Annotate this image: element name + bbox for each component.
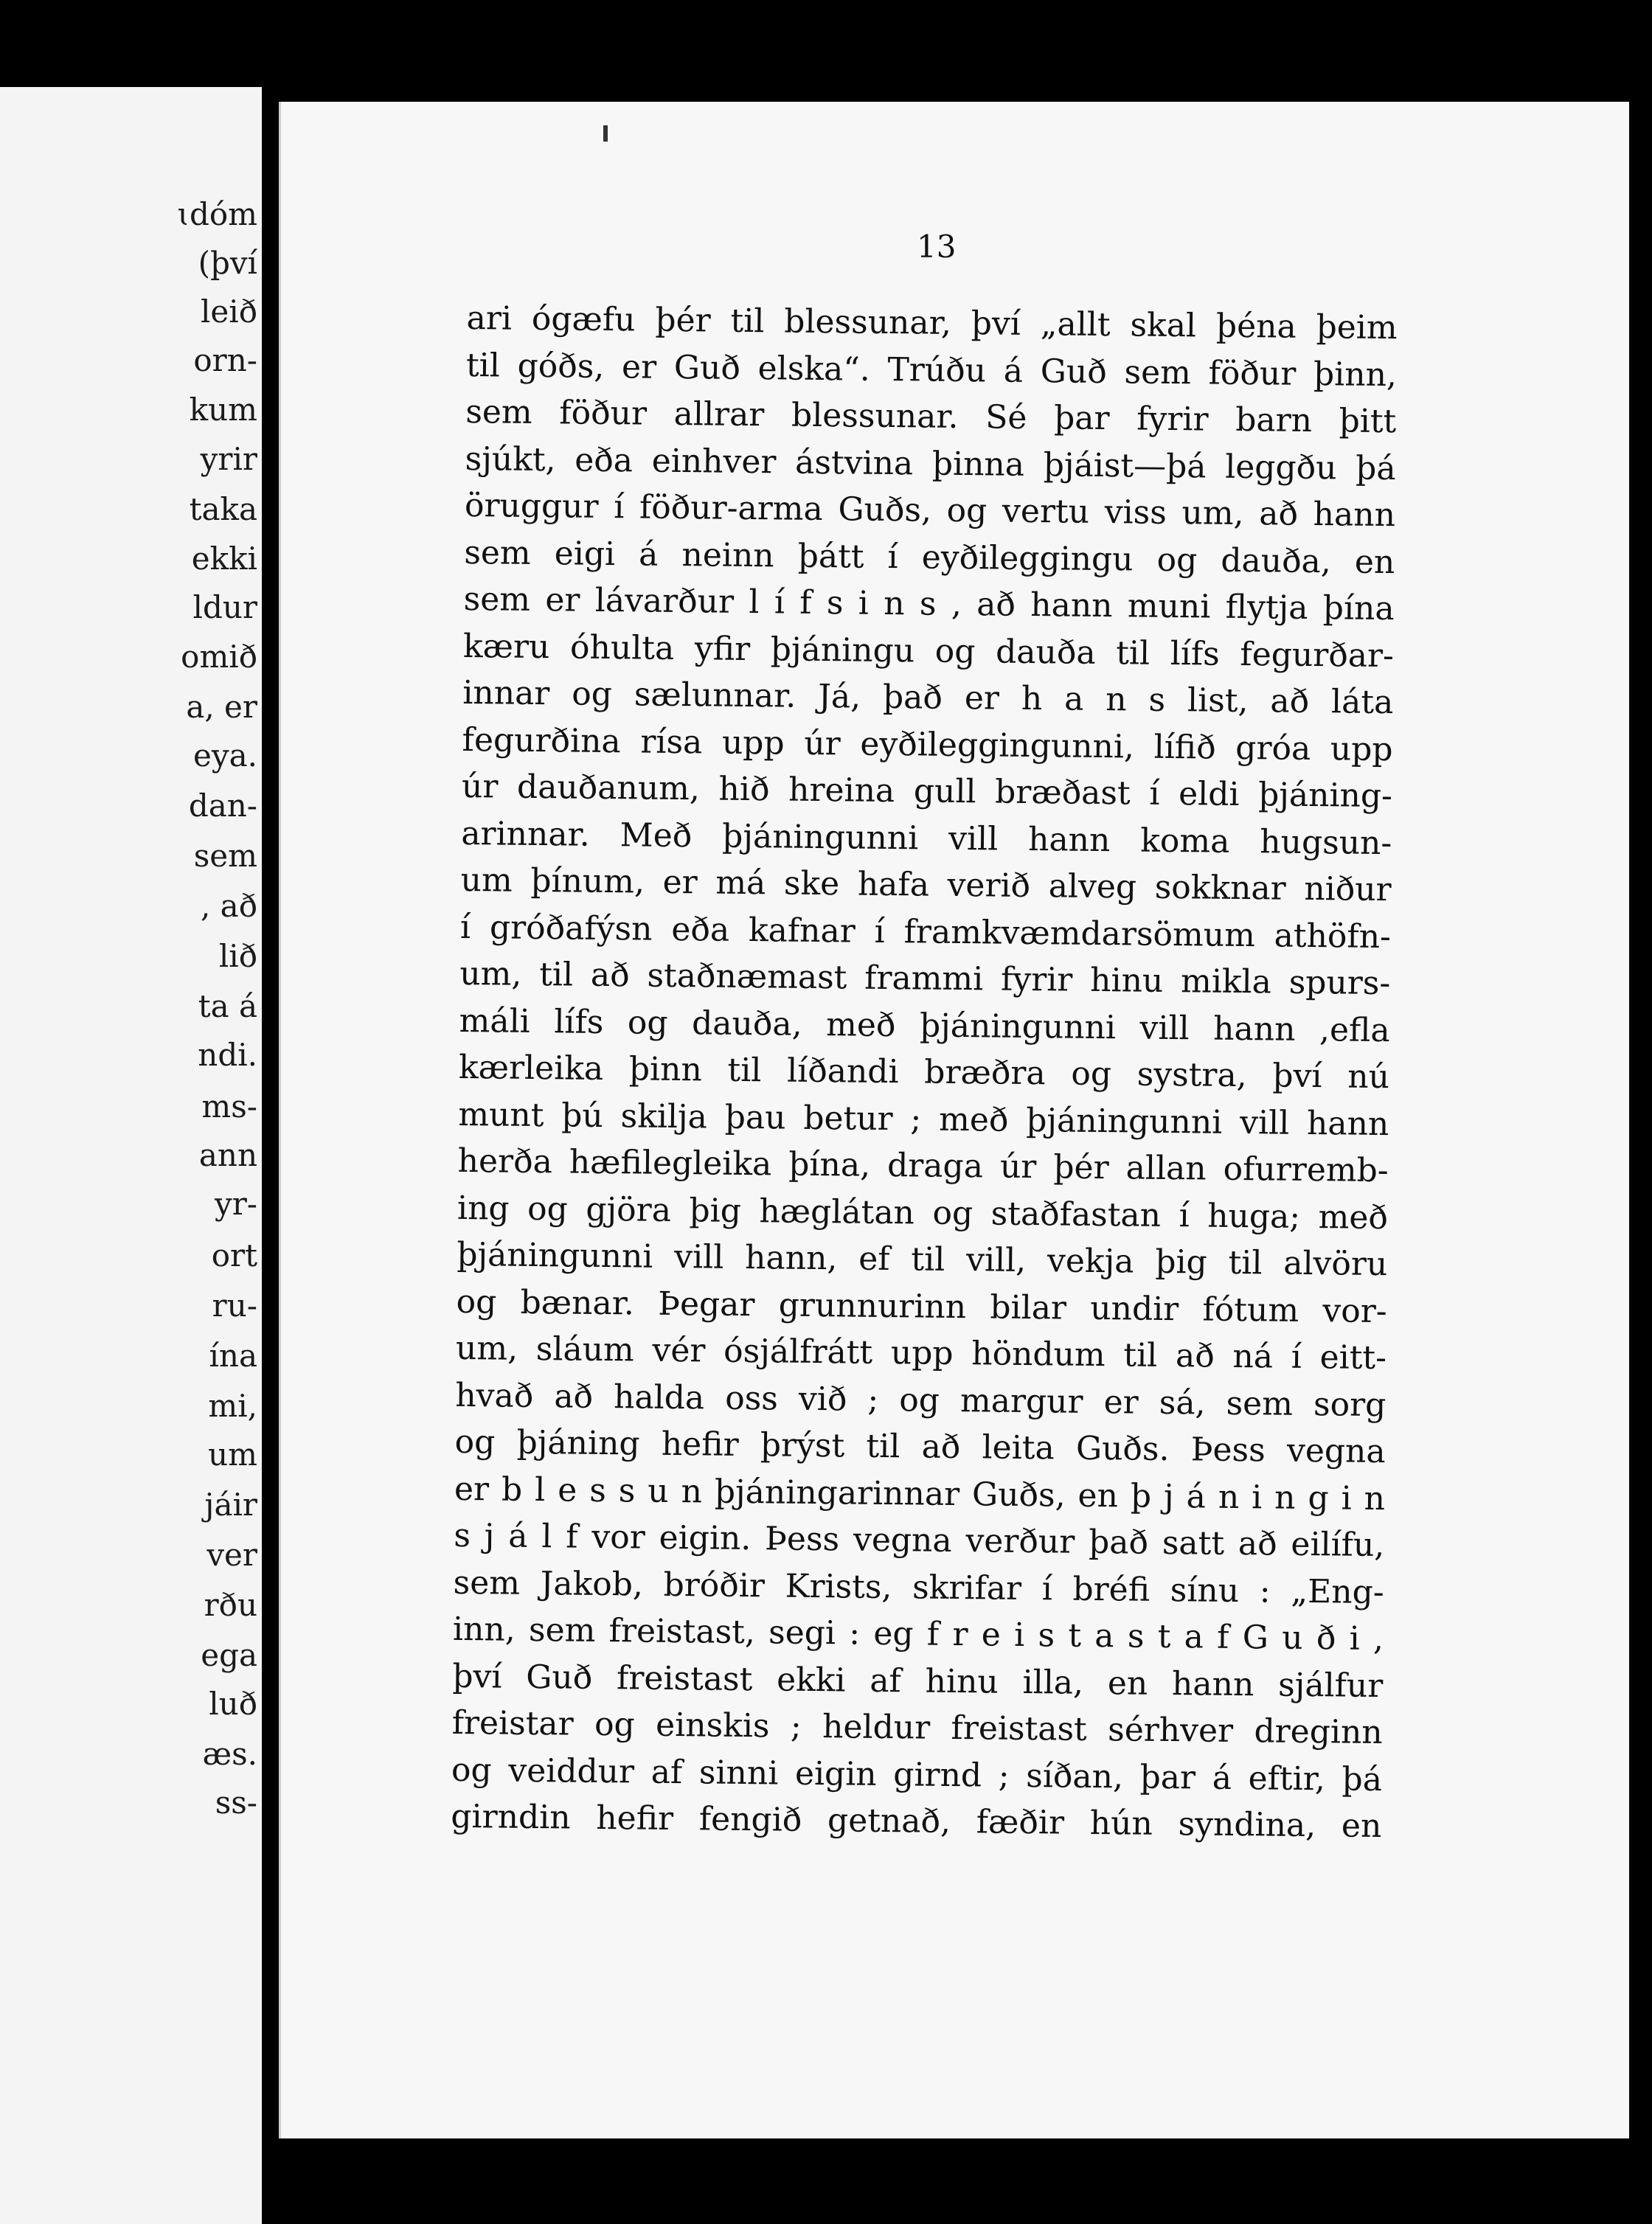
left-page-fragment: mi, xyxy=(208,1388,257,1424)
text-line: inn, sem freistast, segi : eg f r e i s t a s t a f G u ð i , xyxy=(452,1610,1384,1658)
left-page-fragment: ort xyxy=(211,1237,257,1273)
left-page-fragment: ndi. xyxy=(198,1037,257,1073)
left-page-fragment: leið xyxy=(200,293,257,330)
left-page-fragment: ɩdóm xyxy=(177,196,257,232)
ink-speck xyxy=(603,125,608,142)
text-line: ari ógæfu þér til blessunar, því „allt skal þéna þeim xyxy=(466,299,1398,347)
left-page-fragment: a, er xyxy=(186,689,257,725)
left-page-fragment: ega xyxy=(201,1637,257,1673)
text-line: sem Jakob, bróðir Krists, skrifar í bréfi sínu : „Eng- xyxy=(453,1563,1384,1611)
text-line: kærleika þinn til líðandi bræðra og systra, því nú xyxy=(458,1048,1390,1097)
left-page-edge xyxy=(0,87,262,2224)
body-text xyxy=(451,295,1398,1850)
left-page-fragment: æs. xyxy=(202,1736,257,1772)
text-line: herða hæfilegleika þína, draga úr þér allan ofurremb- xyxy=(457,1141,1389,1190)
text-line: sem föður allrar blessunar. Sé þar fyrir barn þitt xyxy=(465,392,1397,441)
left-page-fragment: omið xyxy=(181,639,257,675)
text-line: máli lífs og dauða, með þjáningunni vill hann ,efla xyxy=(459,1001,1390,1049)
left-page-fragment: ss- xyxy=(215,1785,257,1821)
text-line: um þínum, er má ske hafa verið alveg sokknar niður xyxy=(460,861,1392,909)
left-page-fragment: ms- xyxy=(201,1088,257,1125)
text-line: þjáningunni vill hann, ef til vill, vekja þig til alvöru xyxy=(457,1235,1388,1284)
left-page-fragment: yr- xyxy=(215,1186,257,1222)
left-page-fragment: jáir xyxy=(204,1487,257,1523)
text-line: og veiddur af sinni eigin girnd ; síðan, þar á eftir, þá xyxy=(451,1751,1383,1799)
left-page-fragment: (því xyxy=(198,245,257,281)
text-line: fegurðina rísa upp úr eyðileggingunni, lífið gróa upp xyxy=(462,720,1393,768)
left-page-fragment: ta á xyxy=(198,988,257,1024)
left-page-fragment: dan- xyxy=(188,788,257,824)
text-line: girndin hefir fengið getnað, fæðir hún syndina, en xyxy=(451,1797,1382,1846)
text-line: og þjáning hefir þrýst til að leita Guðs. Þess vegna xyxy=(454,1422,1386,1471)
text-line: því Guð freistast ekki af hinu illa, en hann sjálfur xyxy=(452,1657,1384,1705)
text-line: til góðs, er Guð elska“. Trúðu á Guð sem föður þinn, xyxy=(465,346,1398,394)
text-line: um, sláum vér ósjálfrátt upp höndum til að ná í eitt- xyxy=(455,1329,1387,1377)
text-line: munt þú skilja þau betur ; með þjáningunni vill hann xyxy=(458,1095,1389,1143)
text-line: sem eigi á neinn þátt í eyðileggingu og dauða, en xyxy=(464,533,1395,581)
left-page-fragment: luð xyxy=(209,1686,257,1722)
left-page-fragment: kum xyxy=(189,392,257,428)
text-line: freistar og einskis ; heldur freistast sérhver dreginn xyxy=(451,1703,1383,1752)
text-line: innar og sælunnar. Já, það er h a n s list, að láta xyxy=(462,673,1394,722)
text-line: hvað að halda oss við ; og margur er sá, sem sorg xyxy=(455,1376,1386,1424)
left-page-fragment: ína xyxy=(209,1338,257,1374)
text-line: og bænar. Þegar grunnurinn bilar undir fótum vor- xyxy=(456,1282,1387,1330)
text-line: er b l e s s u n þjáningarinnar Guðs, en þ j á n i n g i n xyxy=(454,1470,1386,1518)
left-page-fragment: lið xyxy=(218,938,257,974)
left-page-fragment: eya. xyxy=(193,737,257,774)
left-page-fragment: ekki xyxy=(191,541,257,577)
text-line: í gróðafýsn eða kafnar í framkvæmdarsömum athöfn- xyxy=(459,908,1392,956)
text-line: um, til að staðnæmast frammi fyrir hinu mikla spurs- xyxy=(459,954,1391,1003)
text-line: sem er lávarður l í f s i n s , að hann muni flytja þína xyxy=(463,580,1395,628)
text-line: ing og gjöra þig hæglátan og staðfastan í huga; með xyxy=(457,1189,1389,1237)
left-page-fragment: orn- xyxy=(193,342,257,378)
page-number: 13 xyxy=(917,229,957,265)
left-page-fragment: sem xyxy=(193,838,257,874)
text-line: kæru óhulta yfir þjáningu og dauða til lífs fegurðar- xyxy=(462,627,1395,675)
text-line: arinnar. Með þjáningunni vill hann koma hugsun- xyxy=(461,814,1392,862)
left-page-fragment: taka xyxy=(189,491,257,527)
left-page-fragment: ldur xyxy=(192,589,257,625)
left-page-fragment: ann xyxy=(198,1137,257,1173)
left-page-fragment: ru- xyxy=(212,1288,257,1324)
text-line: úr dauðanum, hið hreina gull bræðast í eldi þjáning- xyxy=(461,767,1393,816)
left-page-fragment: ver xyxy=(206,1537,257,1573)
left-page-fragment: yrir xyxy=(200,441,257,477)
text-line: öruggur í föður-arma Guðs, og vertu viss um, að hann xyxy=(464,486,1396,535)
book-page xyxy=(279,102,1629,2138)
left-page-fragment: um xyxy=(208,1436,257,1473)
text-line: s j á l f vor eigin. Þess vegna verður það satt að eilífu, xyxy=(454,1516,1385,1565)
text-line: sjúkt, eða einhver ástvina þinna þjáist—þá leggðu þá xyxy=(465,439,1396,487)
left-page-fragment: , að xyxy=(200,888,257,924)
left-page-fragment: rðu xyxy=(204,1587,257,1623)
